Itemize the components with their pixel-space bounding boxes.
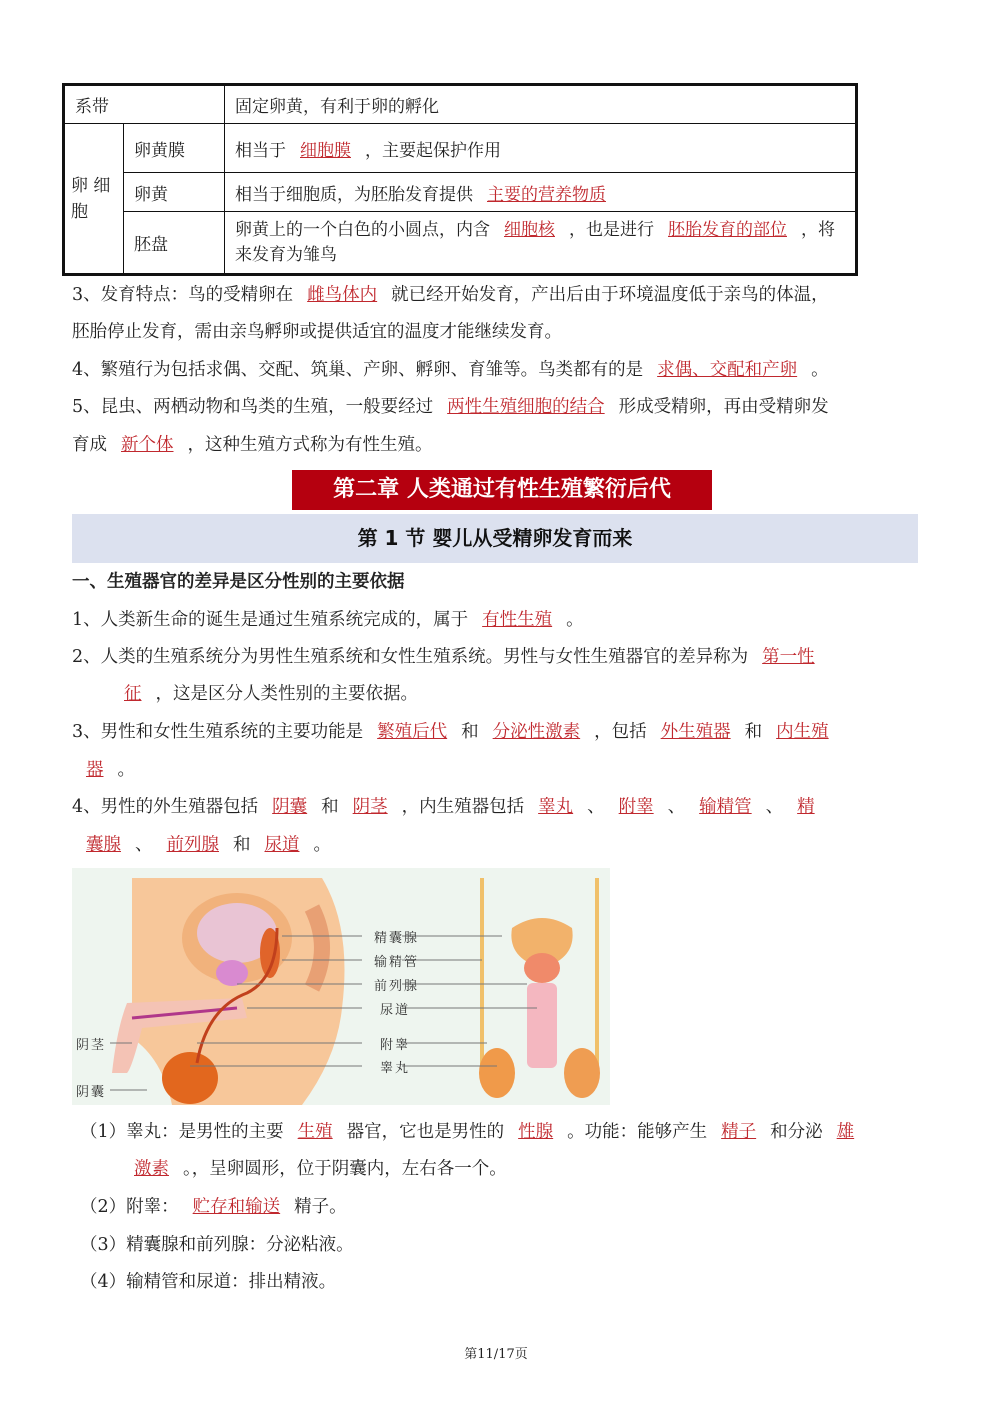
text-segment: 、 [667,797,686,817]
text-segment: 卵黄上的一个白色的小圆点，内含 [235,219,490,240]
text-segment: 和 [321,797,339,817]
answer-blank: 细胞膜 [300,140,351,161]
text-segment: 。 [313,835,331,855]
answer-blank: 主要的营养物质 [487,184,606,205]
text-segment: 。 [566,610,584,630]
figure-label: 睾丸 [380,1061,411,1076]
text-segment: 。，呈卵圆形，位于阴囊内，左右各一个。 [183,1159,507,1179]
answer-blank: 分泌性激素 [492,722,581,742]
section-title: 第 1 节 婴儿从受精卵发育而来 [72,514,918,563]
answer-blank: 繁殖后代 [377,722,448,742]
chapter-title: 第二章 人类通过有性生殖繁衍后代 [292,470,712,510]
paragraph-line [80,1120,868,1144]
answer-blank: 第一性 [762,647,815,667]
answer-blank: 胚胎发育的部位 [668,219,787,240]
answer-blank: 睾丸 [538,797,574,817]
paragraph-line [72,433,433,457]
text-segment: ，这种生殖方式称为有性生殖。 [187,435,433,455]
text-segment: 和 [461,722,479,742]
answer-blank: 内生殖 [776,722,829,742]
answer-blank: 征 [124,684,142,704]
table-cell-group: 卵 细 胞 [64,124,124,275]
text-segment: ，也是进行 [569,219,654,240]
text-segment: 精子。 [294,1197,347,1217]
text-segment: （4）输精管和尿道：排出精液。 [80,1272,337,1292]
answer-blank: 阴茎 [352,797,388,817]
text-segment: 育成 [72,435,107,455]
text-segment: 3、男性和女性生殖系统的主要功能是 [72,722,364,742]
table-row [64,85,857,124]
answer-blank: 雄 [836,1122,855,1142]
text-segment: 。 [811,360,829,380]
text-segment: 胚胎停止发育，需由亲鸟孵卵或提供适宜的温度才能继续发育。 [72,322,562,342]
text-segment: 就已经开始发育，产出后由于环境温度低于亲鸟的体温， [391,285,829,305]
table-cell-part: 卵黄膜 [124,124,225,173]
figure-label: 尿道 [380,1003,411,1018]
text-segment: 、 [135,835,153,855]
answer-blank: 器 [86,760,104,780]
answer-blank: 新个体 [121,435,174,455]
figure-label: 附睾 [380,1038,411,1053]
text-segment: 和 [744,722,763,742]
text-segment: 5、昆虫、两栖动物和鸟类的生殖，一般要经过 [72,397,434,417]
table-cell-part: 胚盘 [124,212,225,275]
answer-blank: 阴囊 [272,797,308,817]
paragraph-line [72,795,829,819]
paragraph-line [72,320,562,344]
answer-blank: 细胞核 [504,219,555,240]
answer-blank: 两性生殖细胞的结合 [447,397,605,417]
text-segment: 、 [765,797,784,817]
page-number: 第11/17页 [464,1347,528,1362]
figure-label: 精囊腺 [374,931,420,946]
answer-blank: 贮存和输送 [192,1197,281,1217]
text-segment: 、 [587,797,605,817]
answer-blank: 有性生殖 [482,610,553,630]
table-cell-desc [225,124,857,173]
answer-blank: 精子 [721,1122,757,1142]
text-segment: （2）附睾： [80,1197,179,1217]
table-row [64,173,857,212]
paragraph-line [72,358,829,382]
table-row [64,212,857,275]
text-segment: 形成受精卵，再由受精卵发 [618,397,829,417]
text-segment: 4、繁殖行为包括求偶、交配、筑巢、产卵、孵卵、育雏等。鸟类都有的是 [72,360,644,380]
figure-label: 输精管 [374,955,420,970]
text-segment: 3、发育特点：鸟的受精卵在 [72,285,294,305]
text-segment: 1、人类新生命的诞生是通过生殖系统完成的，属于 [72,610,469,630]
answer-blank: 求偶、交配和产卵 [657,360,798,380]
paragraph-line [110,682,418,706]
text-segment: 。功能：能够产生 [567,1122,708,1142]
leader-lines [72,868,610,1105]
table-cell-part: 卵黄 [124,173,225,212]
paragraph-line [72,833,331,857]
subheading: 一、生殖器官的差异是区分性别的主要依据 [72,572,405,592]
paragraph-line [80,1233,354,1257]
answer-blank: 附睾 [618,797,654,817]
text-segment: 4、男性的外生殖器包括 [72,797,259,817]
paragraph-line [120,1157,507,1181]
table-cell-part: 系带 [64,85,225,124]
text-segment: 。 [117,760,135,780]
text-segment: ，这是区分人类性别的主要依据。 [155,684,418,704]
figure-label: 阴囊 [76,1085,107,1100]
paragraph-line [72,395,829,419]
text-segment: ，内生殖器包括 [401,797,525,817]
egg-structure-table [62,83,858,276]
answer-blank: 尿道 [264,835,300,855]
text-segment: 相当于细胞质，为胚胎发育提供 [235,184,473,205]
male-reproductive-system-figure [72,868,610,1105]
answer-blank: 外生殖器 [660,722,731,742]
answer-blank: 前列腺 [166,835,219,855]
text-segment: ，将来发育为雏鸟 [235,219,835,265]
text-segment: 固定卵黄，有利于卵的孵化 [235,97,439,117]
answer-blank: 输精管 [699,797,752,817]
text-segment: ，包括 [594,722,647,742]
text-segment: 和分泌 [770,1122,823,1142]
paragraph-line [72,758,135,782]
paragraph-line [72,608,584,632]
text-segment: （3）精囊腺和前列腺：分泌粘液。 [80,1235,354,1255]
paragraph-line [80,1270,336,1294]
answer-blank: 激素 [134,1159,169,1179]
text-segment: 器官，它也是男性的 [346,1122,505,1142]
text-segment: （1）睾丸：是男性的主要 [80,1122,284,1142]
answer-blank: 雌鸟体内 [307,285,378,305]
paragraph-line [72,720,843,744]
answer-blank: 精 [797,797,815,817]
answer-blank: 性腺 [518,1122,554,1142]
paragraph-line [72,645,829,669]
text-segment: 2、人类的生殖系统分为男性生殖系统和女性生殖系统。男性与女性生殖器官的差异称为 [72,647,749,667]
figure-label: 阴茎 [76,1038,107,1053]
table-cell-desc [225,85,857,124]
text-segment: ，主要起保护作用 [365,140,501,161]
table-cell-desc [225,212,857,275]
paragraph-line [72,283,829,307]
text-segment: 和 [233,835,251,855]
table-row [64,124,857,173]
table-cell-desc [225,173,857,212]
figure-label: 前列腺 [374,979,420,994]
answer-blank: 生殖 [297,1122,333,1142]
text-segment: 相当于 [235,140,286,161]
paragraph-line [80,1195,347,1219]
answer-blank: 囊腺 [86,835,121,855]
